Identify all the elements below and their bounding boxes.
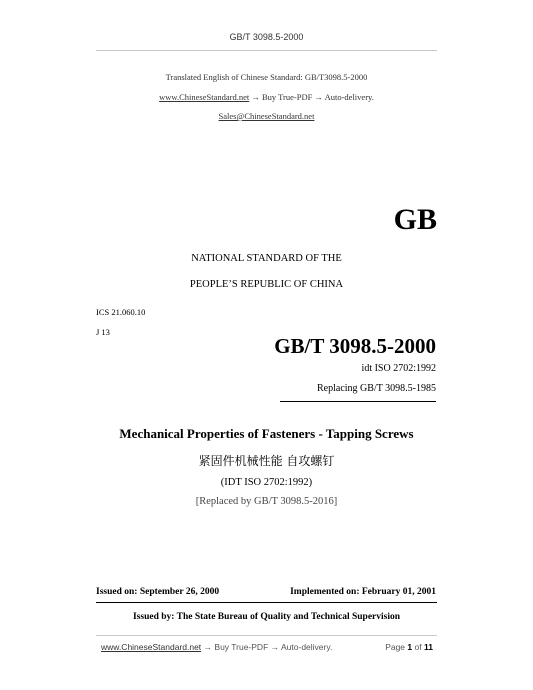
email-row <box>0 111 533 121</box>
site-link[interactable]: www.ChineseStandard.net <box>159 92 250 102</box>
dates-rule <box>96 602 437 603</box>
issued-by: Issued by: The State Bureau of Quality and Technical Supervision <box>132 612 401 622</box>
document-title: Mechanical Properties of Fasteners - Tapping Screws <box>119 426 414 441</box>
page-of: of <box>414 642 422 652</box>
running-header: GB/T 3098.5-2000 <box>229 32 304 42</box>
standard-number: GB/T 3098.5-2000 <box>274 334 436 358</box>
footer-links <box>101 642 332 652</box>
document-title-chinese: 紧固件机械性能 自攻螺钉 <box>198 454 335 468</box>
issued-on: Issued on: September 26, 2000 <box>96 587 220 597</box>
page-label: Page <box>385 642 406 652</box>
translation-notice: Translated English of Chinese Standard: GB/T3098.5-2000 <box>165 72 368 82</box>
page-current: 1 <box>407 642 413 652</box>
page-total: 11 <box>424 642 433 652</box>
idt-reference: idt ISO 2702:1992 <box>361 363 436 374</box>
national-standard-line2: PEOPLE’S REPUBLIC OF CHINA <box>189 279 344 290</box>
gb-logo: GB <box>393 203 437 236</box>
header-rule <box>96 50 437 51</box>
national-standard-line1: NATIONAL STANDARD OF THE <box>191 253 342 264</box>
replaced-by: [Replaced by GB/T 3098.5-2016] <box>195 496 338 507</box>
translation-links <box>0 92 533 102</box>
footer-delivery-text: → Buy True-PDF → Auto-delivery. <box>203 642 333 652</box>
ics-code: ICS 21.060.10 <box>96 307 146 317</box>
standard-rule <box>280 401 436 402</box>
email-link[interactable]: Sales@ChineseStandard.net <box>218 111 315 121</box>
delivery-text: → Buy True-PDF → Auto-delivery. <box>251 92 374 102</box>
footer-site-link[interactable]: www.ChineseStandard.net <box>101 642 202 652</box>
page-indicator <box>385 642 433 652</box>
implemented-on: Implemented on: February 01, 2001 <box>290 587 436 597</box>
ccs-code: J 13 <box>96 327 110 337</box>
replacing-reference: Replacing GB/T 3098.5-1985 <box>317 383 436 394</box>
idt-paren: (IDT ISO 2702:1992) <box>220 477 313 488</box>
footer-rule <box>96 635 437 636</box>
